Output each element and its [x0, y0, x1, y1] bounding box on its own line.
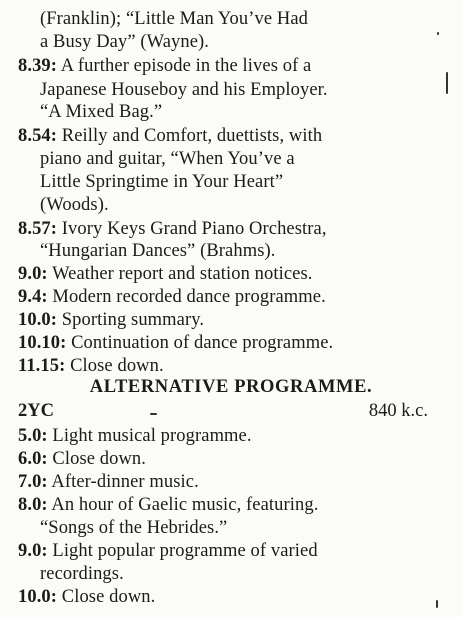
- programme-entry: 8.54: Reilly and Comfort, duettists, with: [18, 126, 323, 146]
- programme-entry: 6.0: Close down.: [18, 449, 147, 469]
- programme-line: Japanese Houseboy and his Employer.: [40, 80, 328, 100]
- programme-line: (Woods).: [40, 195, 109, 215]
- programme-entry: 8.0: An hour of Gaelic music, featuring.: [18, 495, 319, 515]
- station-call-sign: 2YC: [18, 401, 54, 421]
- programme-line: “Hungarian Dances” (Brahms).: [40, 241, 276, 261]
- programme-entry: 7.0: After-dinner music.: [18, 472, 199, 492]
- programme-entry: 10.0: Close down.: [18, 587, 156, 607]
- print-speck: [150, 413, 157, 415]
- section-heading: ALTERNATIVE PROGRAMME.: [89, 377, 373, 397]
- programme-entry: 9.0: Weather report and station notices.: [18, 264, 313, 284]
- programme-entry: 10.0: Sporting summary.: [18, 310, 205, 330]
- programme-line: Little Springtime in Your Heart”: [40, 172, 284, 192]
- print-speck: [446, 72, 448, 94]
- print-speck: [436, 600, 438, 608]
- programme-entry: 5.0: Light musical programme.: [18, 426, 252, 446]
- station-row: [18, 400, 428, 422]
- programme-line: “A Mixed Bag.”: [40, 102, 163, 122]
- programme-line: recordings.: [40, 564, 124, 584]
- programme-line: piano and guitar, “When You’ve a: [40, 149, 295, 169]
- programme-entry: 11.15: Close down.: [18, 356, 164, 376]
- programme-entry: 9.4: Modern recorded dance programme.: [18, 287, 326, 307]
- programme-line: (Franklin); “Little Man You’ve Had: [40, 9, 309, 29]
- programme-entry: 9.0: Light popular programme of varied: [18, 541, 318, 561]
- programme-line: a Busy Day” (Wayne).: [40, 32, 210, 52]
- print-speck: [437, 32, 439, 35]
- programme-entry: 10.10: Continuation of dance programme.: [18, 333, 334, 353]
- programme-line: “Songs of the Hebrides.”: [40, 518, 228, 538]
- programme-entry: 8.39: A further episode in the lives of a: [18, 56, 312, 76]
- station-frequency: 840 k.c.: [368, 401, 428, 421]
- programme-entry: 8.57: Ivory Keys Grand Piano Orchestra,: [18, 219, 327, 239]
